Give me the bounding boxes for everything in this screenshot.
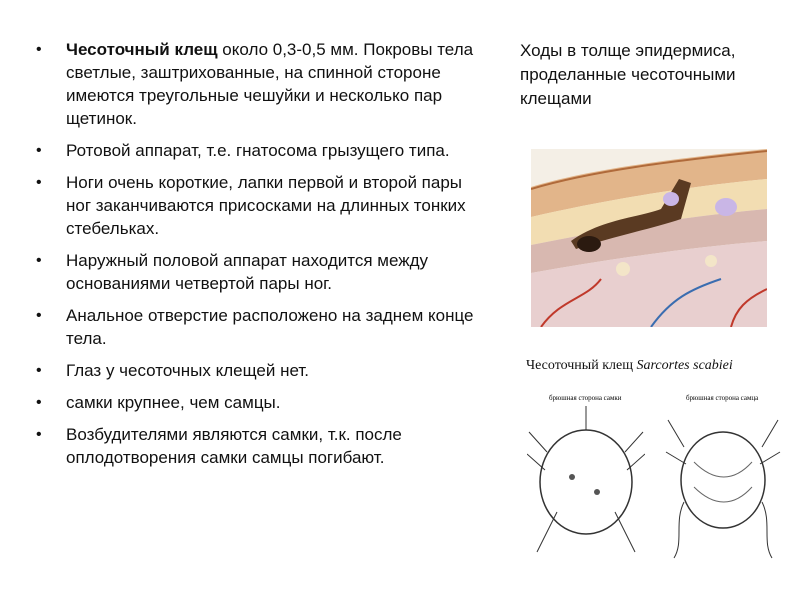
bullet-text: Анальное отверстие расположено на заднем конце тела. bbox=[66, 306, 474, 348]
bullet-text: Ротовой аппарат, т.е. гнатосома грызущего типа. bbox=[66, 141, 450, 160]
bullet-item bbox=[36, 359, 486, 382]
skin-burrow-illustration bbox=[531, 149, 767, 327]
bullet-item bbox=[36, 391, 486, 414]
bullet-item bbox=[36, 139, 486, 162]
bullet-lead: Чесоточный клещ bbox=[66, 40, 218, 59]
mite-title-latin: Sarcortes scabiei bbox=[636, 358, 733, 373]
bullet-text: Ноги очень короткие, лапки первой и второй пары ног заканчиваются присосками на длинных тонких стебельках. bbox=[66, 173, 466, 238]
bullet-item bbox=[36, 423, 486, 469]
bullet-item bbox=[36, 38, 486, 130]
mite-title-text: Чесоточный клещ bbox=[526, 358, 637, 373]
bullet-list bbox=[36, 38, 486, 478]
bullet-text: около 0,3-0,5 мм. Покровы тела светлые, заштрихованные, на спинной стороне имеются треугольные чешуйки и несколько пар щетинок. bbox=[66, 40, 474, 128]
bullet-item bbox=[36, 171, 486, 240]
image-caption: Ходы в толще эпидермиса, проделанные чесоточными клещами bbox=[520, 41, 736, 108]
mite-figure-title bbox=[526, 358, 733, 374]
male-mite-label: брюшная сторона самца bbox=[686, 394, 759, 402]
bullet-text: Наружный половой аппарат находится между основаниями четвертой пары ног. bbox=[66, 251, 429, 293]
female-mite-drawing bbox=[527, 392, 645, 560]
bullet-item bbox=[36, 249, 486, 295]
male-mite-drawing bbox=[664, 392, 782, 560]
bullet-text: самки крупнее, чем самцы. bbox=[66, 393, 281, 412]
bullet-text: Глаз у чесоточных клещей нет. bbox=[66, 361, 309, 380]
female-mite-label: брюшная сторона самки bbox=[549, 394, 622, 402]
bullet-item bbox=[36, 304, 486, 350]
bullet-text: Возбудителями являются самки, т.к. после оплодотворения самки самцы погибают. bbox=[66, 425, 402, 467]
